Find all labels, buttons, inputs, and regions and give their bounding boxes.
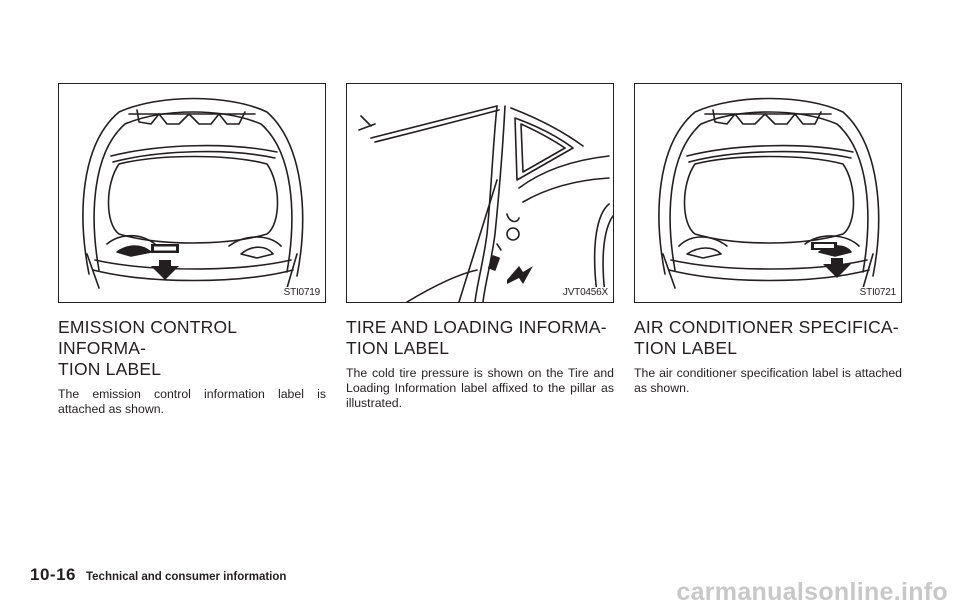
section-name: Technical and consumer information bbox=[85, 571, 287, 583]
figure-code: STI0719 bbox=[283, 287, 320, 298]
column-emission-label bbox=[58, 83, 326, 417]
heading-line-2: TION LABEL bbox=[346, 338, 450, 358]
hood-underside-illustration bbox=[58, 83, 326, 303]
hood-underside-illustration bbox=[634, 83, 902, 303]
section-body: The cold tire pressure is shown on the Tire and Loading Information label affixed to the pillar as illustrated. bbox=[346, 366, 614, 410]
page-footer bbox=[30, 565, 286, 585]
column-tire-label bbox=[346, 83, 614, 410]
hood-drawing-left bbox=[59, 84, 325, 302]
heading-line-2: TION LABEL bbox=[634, 338, 738, 358]
figure-code: JVT0456X bbox=[562, 287, 608, 298]
pillar-drawing bbox=[347, 84, 613, 302]
figure-code: STI0721 bbox=[859, 287, 896, 298]
section-heading bbox=[634, 317, 902, 359]
door-pillar-illustration bbox=[346, 83, 614, 303]
section-body: The emission control information label is attached as shown. bbox=[58, 387, 326, 416]
column-ac-label bbox=[634, 83, 902, 396]
hood-drawing-right bbox=[635, 84, 901, 302]
section-heading bbox=[58, 317, 326, 380]
heading-line-2: TION LABEL bbox=[58, 359, 162, 379]
heading-line-1: EMISSION CONTROL INFORMA- bbox=[58, 317, 237, 358]
page-number: 10-16 bbox=[30, 565, 76, 584]
section-body: The air conditioner specification label is attached as shown. bbox=[634, 366, 902, 395]
heading-line-1: TIRE AND LOADING INFORMA- bbox=[346, 317, 607, 337]
section-heading bbox=[346, 317, 614, 359]
heading-line-1: AIR CONDITIONER SPECIFICA- bbox=[634, 317, 899, 337]
watermark: carmanualsonline.info bbox=[676, 578, 948, 606]
